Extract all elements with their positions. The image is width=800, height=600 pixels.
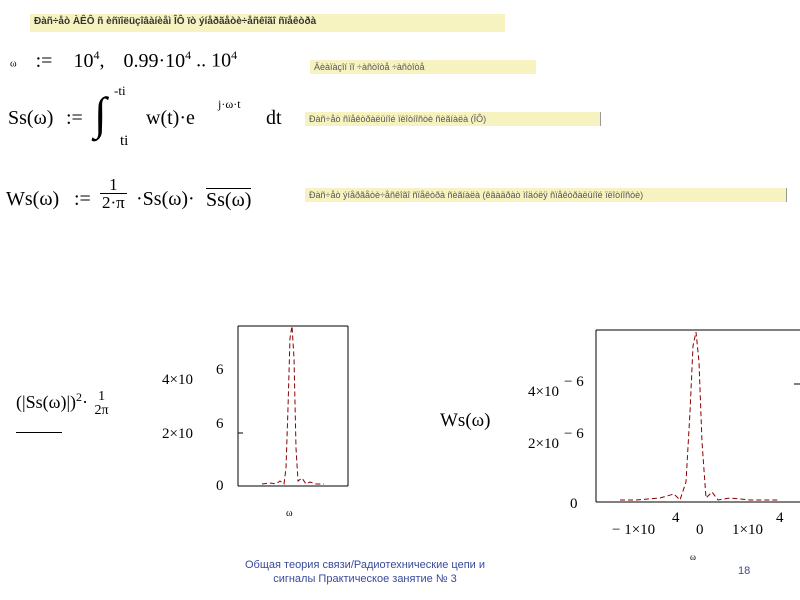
page-number: 18 [738, 565, 751, 577]
range-dots: .. [196, 49, 207, 72]
dt-symbol: dt [266, 107, 282, 129]
footer-line-1: Общая теория связи/Радиотехнические цепи и [245, 559, 485, 571]
integral-lower: ti [120, 133, 129, 149]
plot1-fraction [93, 390, 111, 418]
plot1-ytick-1-exp: 6 [216, 362, 224, 378]
energy-assign: := [74, 188, 91, 210]
fraction-denominator: 2·π [102, 193, 125, 212]
energy-fraction [100, 176, 127, 211]
range-hint: Äèàïàçîí ïî ÷àñòîòå ÷àñòîòå [310, 60, 536, 74]
plot1-expr: (|Ss(ω)|) [16, 392, 77, 413]
integral-sign: ∫ [94, 88, 107, 139]
plot1-y-tick-1 [162, 362, 224, 388]
plot2-x-label: ω [690, 552, 696, 562]
header-title: Ðàñ÷åò ÀÊÔ ñ èñïîëüçîâàíèåì ÎÔ ïò ýíåðãåòè÷åñêîãî ñïåêòðà [30, 14, 505, 32]
plot2-xtick-3-base: 1×10 [732, 522, 763, 538]
exponent: j·ω·t [218, 97, 241, 111]
energy-lhs: Ws(ω) [6, 188, 60, 210]
plot1-axes [238, 326, 348, 486]
plot2-y-label: Ws(ω) [440, 410, 491, 431]
omega-symbol: ω [10, 58, 17, 70]
plot2-ytick-zero: 0 [570, 496, 578, 512]
plot2-ytick-1-exp: − 6 [564, 374, 584, 390]
plot2-xtick-zero: 0 [696, 522, 704, 538]
plot1-ytick-1-base: 4×10 [162, 372, 193, 388]
plot2-ytick-1-base: 4×10 [528, 384, 559, 400]
plot1-y-tick-2 [162, 416, 224, 442]
energy-conjugate: Ss(ω) [206, 189, 252, 211]
plot2-x-tick-3 [732, 510, 784, 538]
plot2-ytick-2-exp: − 6 [564, 426, 584, 442]
plot1-label-underline [16, 432, 62, 433]
range-equation [10, 48, 237, 73]
plot1-ytick-2-base: 2×10 [162, 426, 193, 442]
plot2-y-tick-1 [528, 374, 584, 400]
energy-equation [6, 176, 286, 226]
footer-caption [200, 558, 530, 586]
plot1 [150, 318, 370, 518]
plot1-frac-den: 2π [94, 403, 109, 418]
range-end: 10 [211, 49, 232, 72]
range-sep: , [99, 49, 105, 72]
range-step-exp: 4 [185, 48, 192, 62]
plot1-label [16, 390, 111, 418]
plot2-xtick-3-exp: 4 [776, 510, 784, 526]
footer-line-2: сигналы Практическое занятие № 3 [273, 573, 457, 585]
plot2 [440, 322, 800, 562]
energy-hint: Ðàñ÷åò ýíåðãåòè÷åñêîãî ñïåêòðà ñèãíàëà (êâàäðàò ìîäóëÿ ñïåêòðàëüíîé ïëîòíîñòè) [305, 188, 787, 202]
range-start-exp: 4 [93, 48, 100, 62]
range-step: 0.99·10 [123, 49, 186, 72]
assign-op: := [35, 49, 53, 72]
plot2-trace [620, 332, 780, 500]
plot2-xtick-1-base: − 1×10 [612, 522, 656, 538]
plot1-ytick-zero: 0 [216, 478, 224, 494]
plot1-x-label: ω [286, 508, 293, 518]
plot1-frac-num: 1 [98, 389, 106, 404]
spectrum-assign: := [66, 107, 83, 129]
plot1-trace [262, 326, 324, 484]
plot1-ytick-2-exp: 6 [216, 416, 224, 432]
plot2-xtick-1-exp: 4 [672, 510, 680, 526]
plot2-x-tick-1 [612, 510, 680, 538]
plot1-power: 2 [76, 390, 83, 405]
plot1-tail: · [82, 392, 89, 413]
spectrum-hint: Ðàñ÷åò ñïåêòðàëüíîé ïëîòíîñòè ñèãíàëà (ÏÔ) [305, 112, 601, 126]
range-end-exp: 4 [231, 48, 238, 62]
fraction-numerator: 1 [100, 176, 127, 194]
plot2-ytick-2-base: 2×10 [528, 436, 559, 452]
integrand: w(t)·e [146, 107, 195, 129]
plot2-y-tick-2 [528, 426, 584, 452]
range-start: 10 [73, 49, 94, 72]
energy-term: ·Ss(ω)· [136, 188, 195, 210]
spectrum-equation [8, 83, 298, 155]
integral-upper: -ti [114, 83, 126, 98]
spectrum-lhs: Ss(ω) [8, 107, 54, 129]
